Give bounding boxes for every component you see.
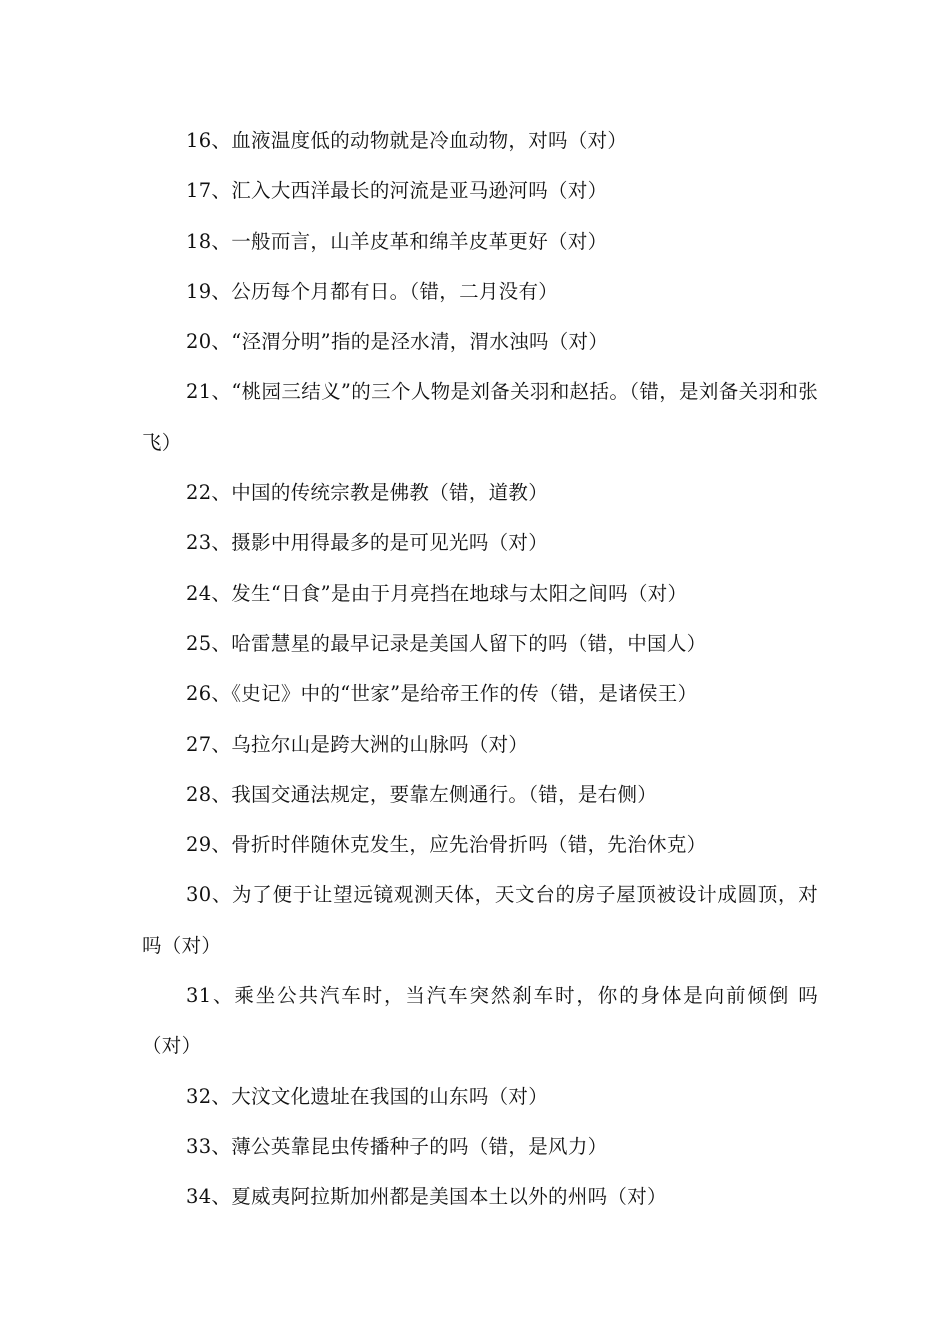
question-item-20: 20、“泾渭分明”指的是泾水清，渭水浊吗（对） [186, 330, 609, 354]
question-item-26: 26、《史记》中的“世家”是给帝王作的传（错，是诸侯王） [186, 682, 698, 706]
question-item-28: 28、我国交通法规定，要靠左侧通行。（错，是右侧） [186, 782, 658, 806]
question-item-29: 29、骨折时伴随休克发生，应先治骨折吗（错，先治休克） [186, 833, 707, 857]
question-item-31: 31、乘坐公共汽车时，当汽车突然刹车时，你的身体是向前倾倒 吗（对） [142, 984, 818, 1058]
question-item-21: 21、“桃园三结义”的三个人物是刘备关羽和赵括。（错，是刘备关羽和张飞） [142, 380, 818, 454]
question-item-25: 25、哈雷慧星的最早记录是美国人留下的吗（错，中国人） [186, 631, 707, 655]
question-item-18: 18、一般而言，山羊皮革和绵羊皮革更好（对） [186, 229, 608, 253]
question-item-19: 19、公历每个月都有日。（错，二月没有） [186, 279, 559, 303]
question-item-23: 23、摄影中用得最多的是可见光吗（对） [186, 531, 549, 555]
question-item-17: 17、汇入大西洋最长的河流是亚马逊河吗（对） [186, 179, 608, 203]
question-item-33: 33、薄公英靠昆虫传播种子的吗（错，是风力） [186, 1134, 608, 1158]
question-item-34: 34、夏威夷阿拉斯加州都是美国本土以外的州吗（对） [186, 1185, 667, 1209]
question-item-27: 27、乌拉尔山是跨大洲的山脉吗（对） [186, 732, 529, 756]
question-list [142, 116, 818, 1223]
question-item-32: 32、大汶文化遗址在我国的山东吗（对） [186, 1084, 549, 1108]
question-item-24: 24、发生“日食”是由于月亮挡在地球与太阳之间吗（对） [186, 581, 688, 605]
question-item-30: 30、为了便于让望远镜观测天体，天文台的房子屋顶被设计成圆顶，对吗（对） [142, 883, 818, 957]
question-item-16: 16、血液温度低的动物就是冷血动物，对吗（对） [186, 129, 628, 152]
question-item-22: 22、中国的传统宗教是佛教（错，道教） [186, 481, 549, 505]
